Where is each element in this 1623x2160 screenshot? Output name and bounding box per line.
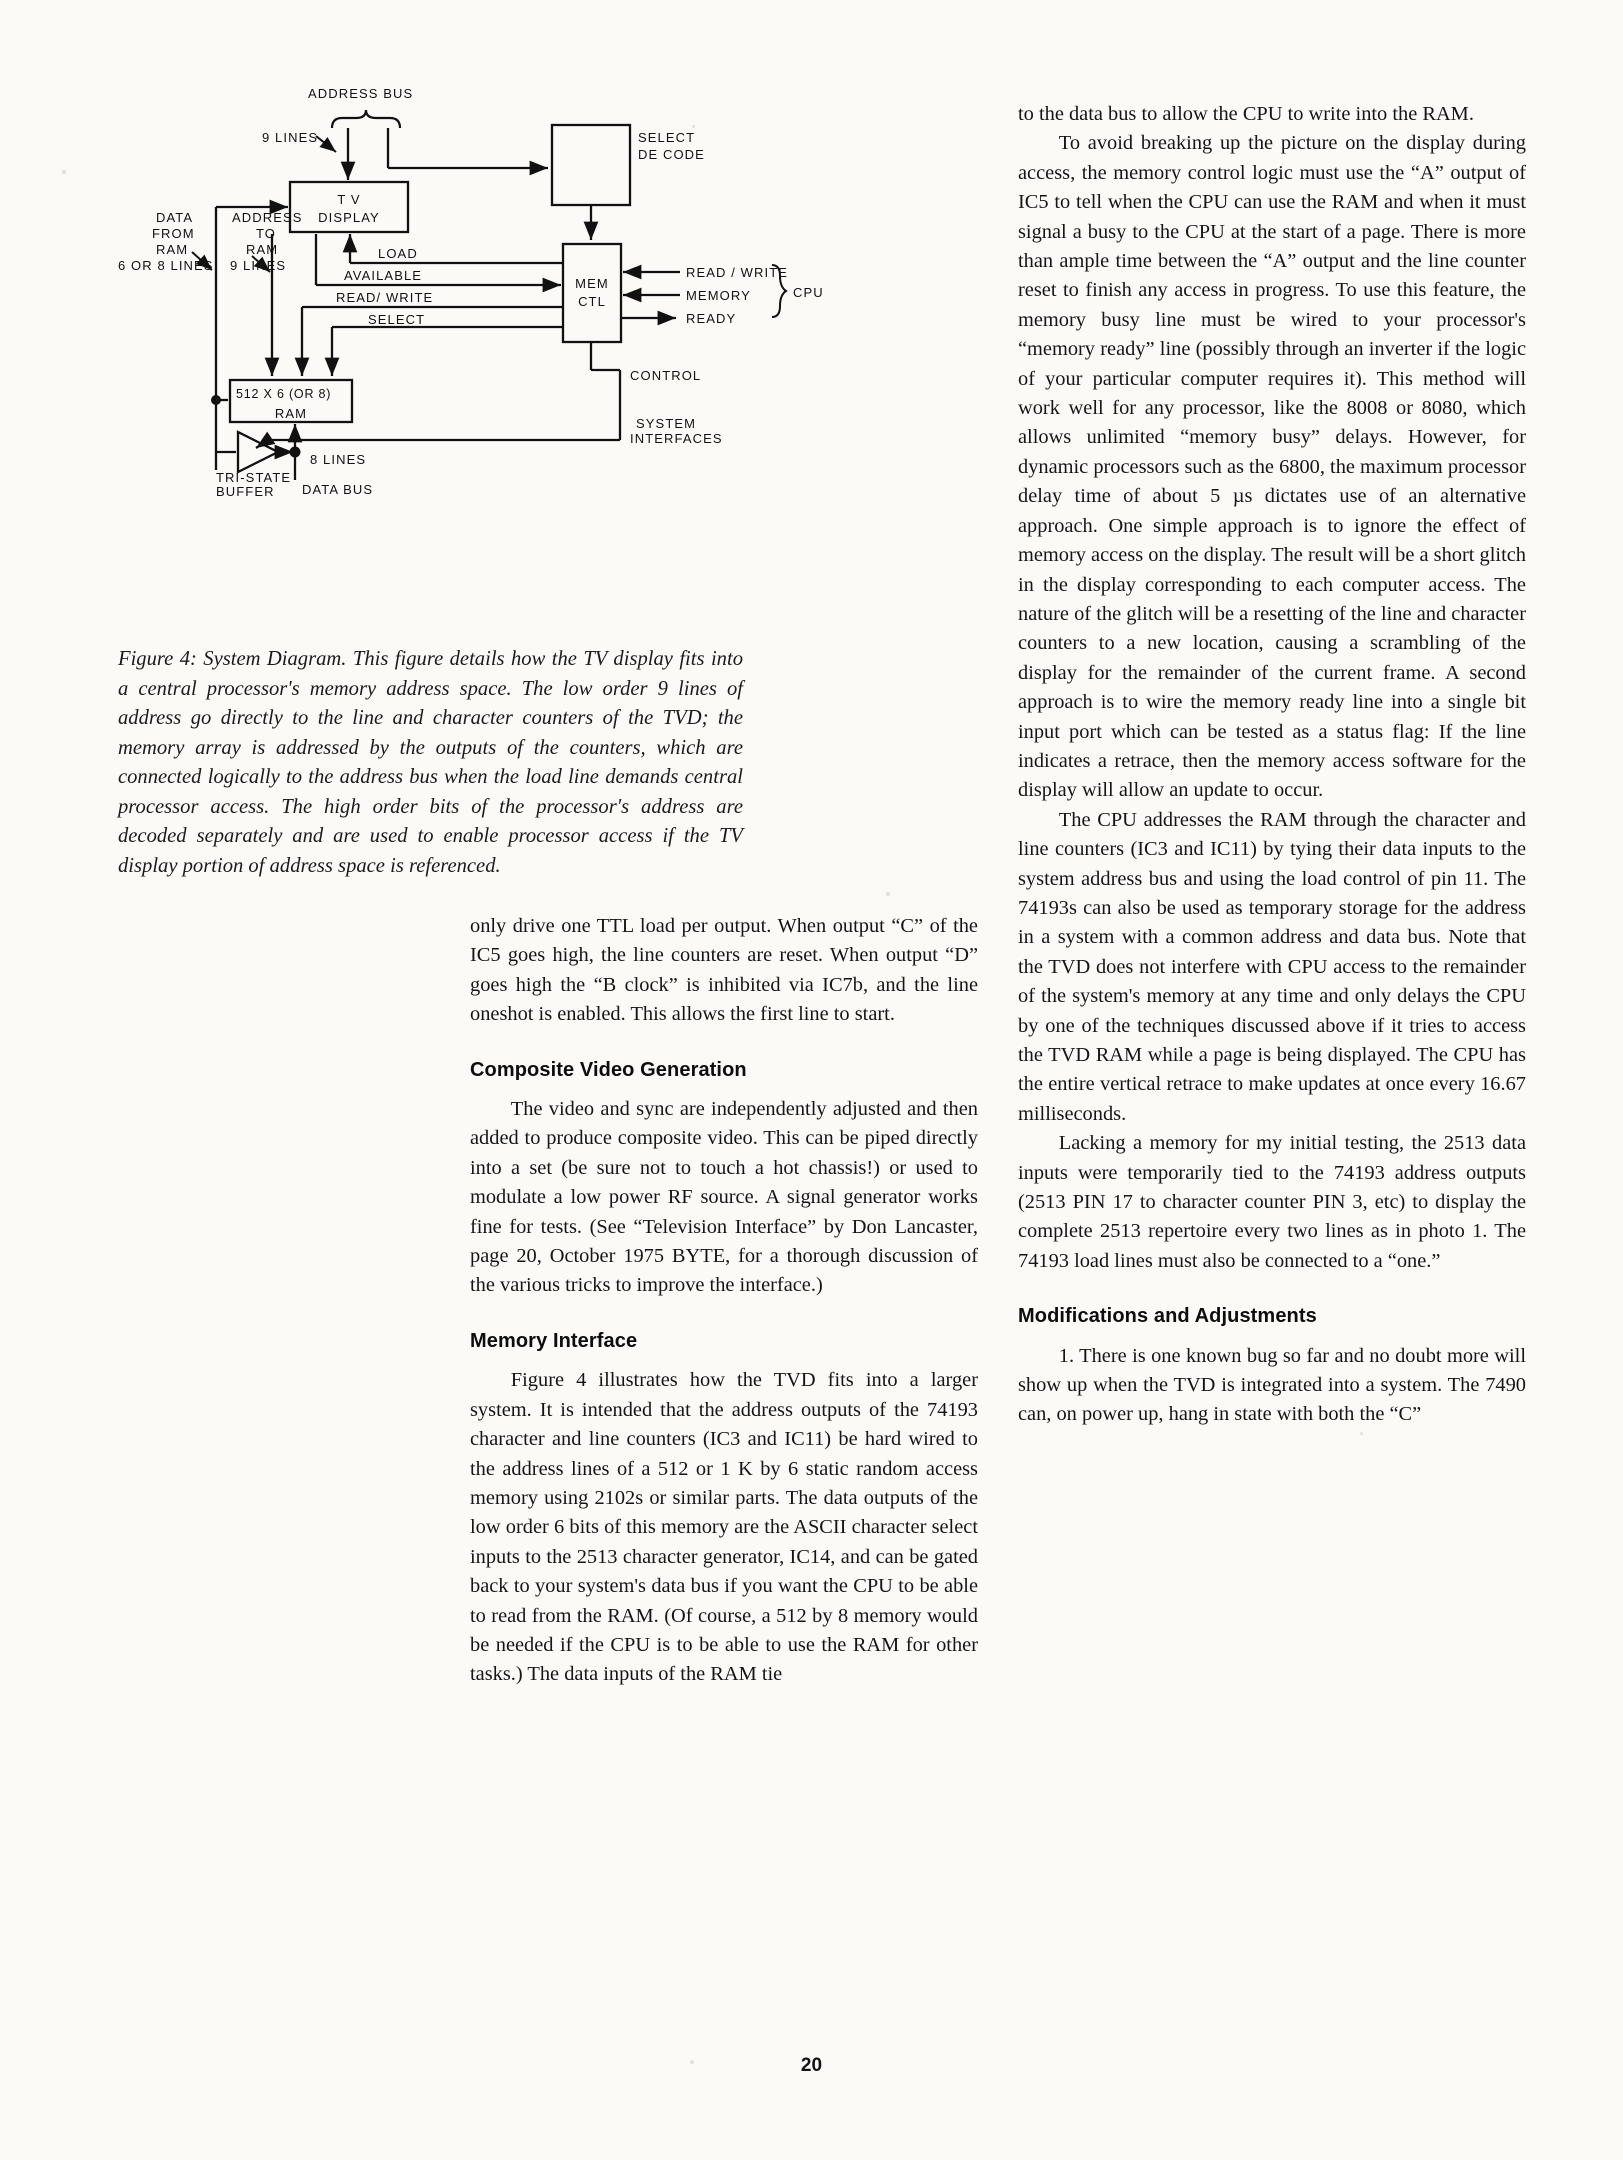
right-text-column	[1018, 100, 1526, 1430]
label-select: SELECT	[368, 312, 426, 327]
label-9-lines: 9 LINES	[262, 130, 319, 145]
label-data-from-ram-3: RAM	[156, 242, 189, 257]
label-8-lines: 8 LINES	[310, 452, 367, 467]
scan-speck	[62, 170, 66, 174]
paragraph: The video and sync are independently adjusted and then added to produce composite video. This can be piped directly into a set (be sure not to touch a hot chassis!) or used to modulate a low power RF source. A signal generator works fine for tests. (See “Television Interface” by Don Lancaster, page 20, October 1975 BYTE, for a thorough discussion of the various tricks to improve the interface.)	[470, 1098, 978, 1297]
label-data-from-ram-1: DATA	[156, 210, 194, 225]
scan-speck	[1360, 1432, 1363, 1435]
label-address-to-ram-3: RAM	[246, 242, 279, 257]
paragraph: 1. There is one known bug so far and no doubt more will show up when the TVD is integrated into a system. The 7490 can, on power up, hang in state with both the “C”	[1018, 1344, 1526, 1426]
heading-memory-interface: Memory Interface	[470, 1329, 638, 1352]
page-number: 20	[800, 2055, 823, 2076]
figure-4-system-diagram	[118, 80, 880, 499]
block-select-decode-line1: SELECT	[638, 130, 696, 145]
paragraph: Lacking a memory for my initial testing, the 2513 data inputs were temporarily tied to the 74193 address outputs (2513 PIN 17 to character counter PIN 3, etc) to display the complete 2513 repertoire every two lines as in photo 1. The 74193 load lines must also be connected to a “one.”	[1018, 1132, 1526, 1272]
block-select-decode-line2: DE CODE	[638, 147, 705, 162]
label-system-interfaces-2: INTERFACES	[630, 431, 723, 446]
label-control: CONTROL	[630, 368, 702, 383]
figure-caption-title: Figure 4: System Diagram.	[118, 648, 347, 670]
paragraph: to the data bus to allow the CPU to write into the RAM.	[1018, 103, 1474, 125]
block-tv-display-line1: T V	[337, 192, 361, 207]
label-read-write-right: READ / WRITE	[686, 265, 789, 280]
block-ram-line1: 512 X 6 (OR 8)	[236, 387, 332, 401]
figure-caption	[118, 645, 743, 881]
label-address-to-ram-4: 9 LINES	[230, 258, 287, 273]
label-data-from-ram-4: 6 OR 8 LINES	[118, 258, 214, 273]
figure-caption-body: This figure details how the TV display fits into a central processor's memory address space. The low order 9 lines of address go directly to the line and character counters of the TVD; the memory array is addressed by the outputs of the counters, which are connected logically to the address bus when the load line demands central processor access. The high order bits of the processor's address are decoded separately and are used to enable processor access if the TV display portion of address space is referenced.	[118, 648, 743, 877]
left-text-column	[470, 912, 978, 1690]
label-memory: MEMORY	[686, 288, 751, 303]
label-data-from-ram-2: FROM	[152, 226, 195, 241]
label-system-interfaces-1: SYSTEM	[636, 416, 697, 431]
paragraph: To avoid breaking up the picture on the display during access, the memory control logic must use the “A” output of IC5 to tell when the CPU can use the RAM and when it must signal a busy to the CPU at the start of a page. There is more than ample time between the “A” output and the line counter reset to finish any access in progress. To use this feature, the memory busy line must be wired to your processor's “memory ready” line (possibly through an inverter if the logic of your particular computer requires it). This method will work well for any processor, like the 8008 or 8080, which allows unlimited “memory busy” delays. However, for dynamic processors such as the 6800, the maximum processor delay time of about 5 µs dictates use of an alternative approach. One simple approach is to ignore the effect of memory access on the display. The result will be a short glitch in the display corresponding to each computer access. The nature of the glitch will be a resetting of the line and character counters to a new location, causing a scrambling of the display for the remainder of the current frame. A second approach is to wire the memory ready line into a single bit input port which can be tested as a status flag: If the line indicates a retrace, then the memory access software for the display will allow an update to occur.	[1018, 132, 1526, 802]
label-data-bus: DATA BUS	[302, 482, 374, 497]
scan-speck	[690, 2060, 694, 2064]
label-address-to-ram-1: ADDRESS	[232, 210, 303, 225]
block-tv-display-line2: DISPLAY	[318, 210, 380, 225]
paragraph: only drive one TTL load per output. When output “C” of the IC5 goes high, the line counters are reset. When output “D” goes high the “B clock” is inhibited via IC7b, and the line oneshot is enabled. This allows the first line to start.	[470, 915, 978, 1026]
paragraph: The CPU addresses the RAM through the character and line counters (IC3 and IC11) by tying their data inputs to the system address bus and using the load control of pin 11. The 74193s can also be used as temporary storage for the address in a system with a common address and data bus. Note that the TVD does not interfere with CPU access to the remainder of the system's memory at any time and only delays the CPU by one of the techniques discussed above if it tries to access the TVD RAM while a page is being displayed. The CPU has the entire vertical retrace to make updates at once every 16.67 milliseconds.	[1018, 808, 1526, 1125]
label-load: LOAD	[378, 246, 418, 261]
label-read-write-left: READ/ WRITE	[336, 290, 434, 305]
paragraph: Figure 4 illustrates how the TVD fits into a larger system. It is intended that the address outputs of the 74193 character and line counters (IC3 and IC11) be hard wired to the address lines of a 512 or 1 K by 6 static random access memory using 2102s or similar parts. The data outputs of the low order 6 bits of this memory are the ASCII character select inputs to the 2513 character generator, IC14, and can be gated back to your system's data bus if you want the CPU to be able to read from the RAM. (Of course, a 512 by 8 memory would be needed if the CPU is to be able to use the RAM for other tasks.) The data inputs of the RAM tie	[470, 1369, 978, 1686]
label-address-to-ram-2: TO	[256, 226, 277, 241]
label-tri-state-1: TRI-STATE	[216, 470, 292, 485]
heading-composite-video-generation: Composite Video Generation	[470, 1058, 747, 1081]
system-diagram-svg	[118, 80, 880, 499]
label-address-bus: ADDRESS BUS	[308, 86, 414, 101]
label-cpu: CPU	[793, 285, 824, 300]
label-available: AVAILABLE	[344, 268, 423, 283]
heading-modifications-and-adjustments: Modifications and Adjustments	[1018, 1305, 1317, 1328]
block-mem-ctl-line2: CTL	[578, 294, 606, 309]
label-ready: READY	[686, 311, 737, 326]
block-ram-line2: RAM	[274, 406, 308, 421]
block-mem-ctl-line1: MEM	[575, 276, 609, 291]
scan-speck	[886, 892, 890, 896]
scan-speck	[692, 125, 695, 128]
label-tri-state-2: BUFFER	[216, 484, 275, 499]
